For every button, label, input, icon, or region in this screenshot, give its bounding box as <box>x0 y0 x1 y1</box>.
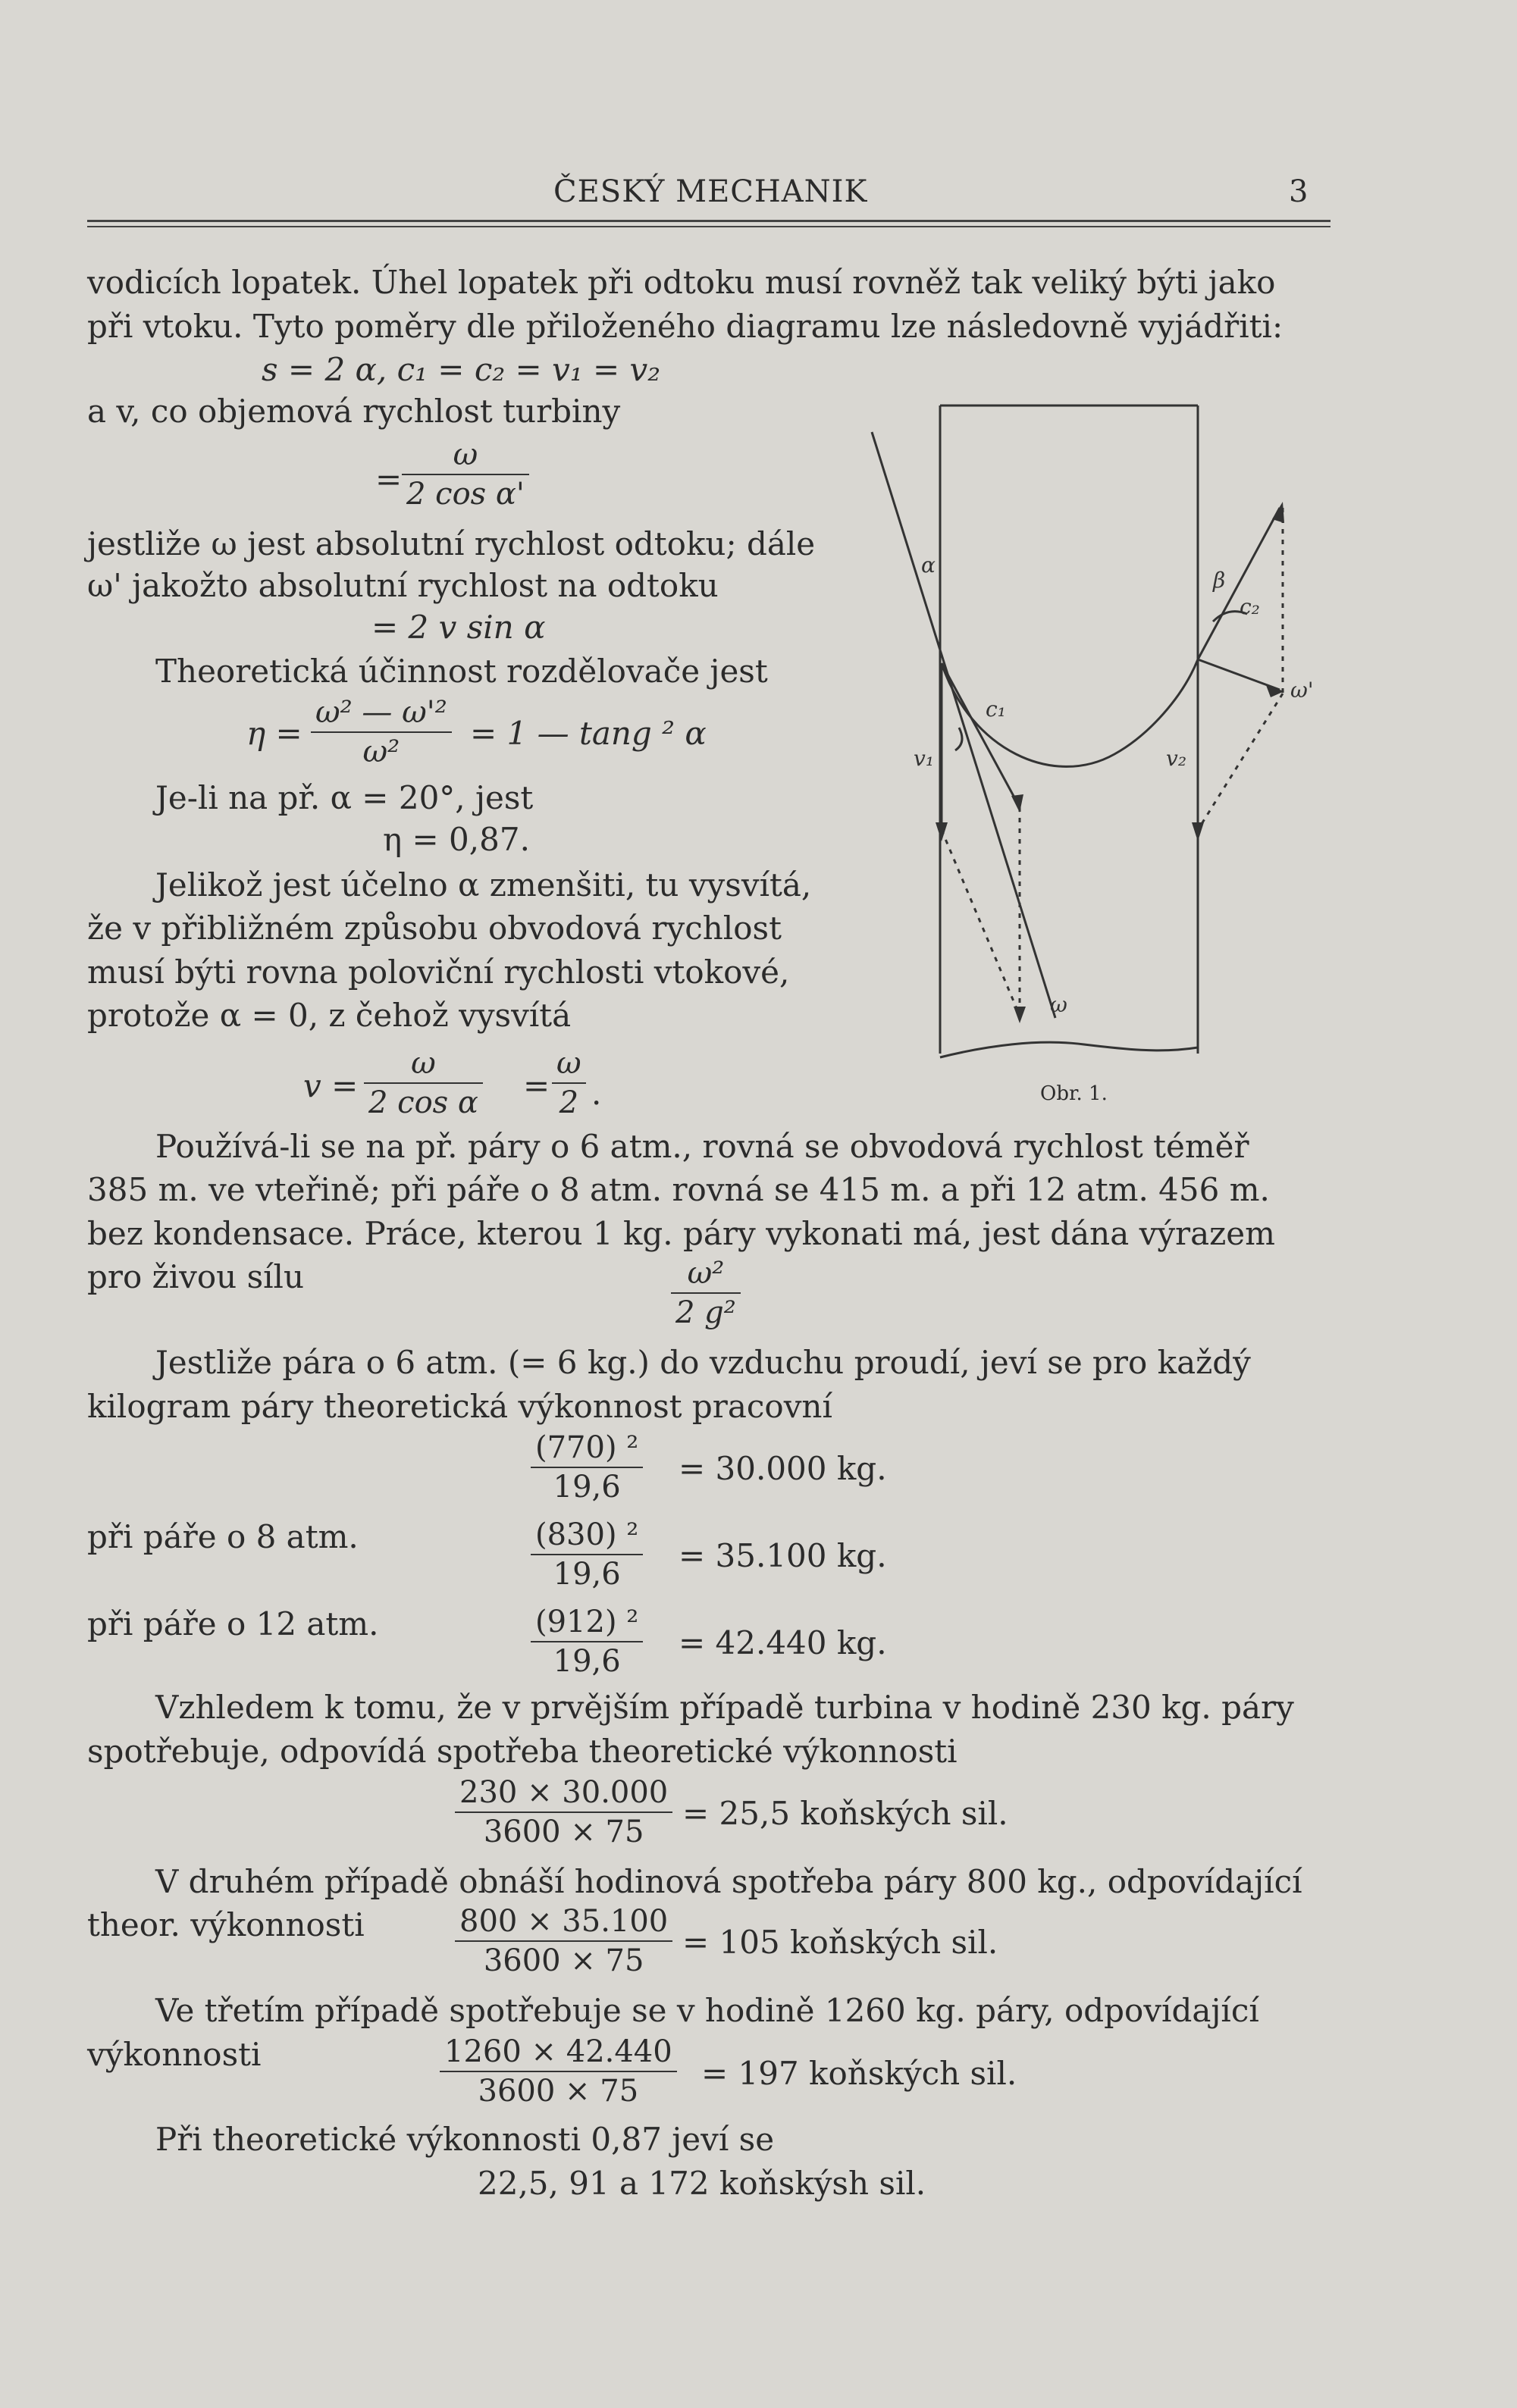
fraction-numerator: ω² — ω'² <box>315 695 447 730</box>
arrowhead-v2 <box>1192 822 1204 841</box>
text-line: Používá-li se na př. páry o 6 atm., rovná se obvodová rychlost téměř <box>155 1128 1249 1165</box>
running-header-title: ČESKÝ MECHANIK <box>553 174 868 209</box>
fraction-denominator: ω² <box>311 731 452 771</box>
text-line: Jelikož jest účelno α zmenšiti, tu vysvítá, <box>155 866 812 903</box>
figure-label-alpha: α <box>921 553 936 578</box>
text-line: Ve třetím případě spotřebuje se v hodině 1260 kg. páry, odpovídající <box>155 1992 1259 2029</box>
figure-label-omega-prime: ω' <box>1290 678 1314 703</box>
formula-fraction-w <box>402 436 529 513</box>
fraction-numerator: 1260 × 42.440 <box>444 2034 672 2069</box>
formula-prefix: v = <box>303 1067 359 1104</box>
text-line: při páře o 8 atm. <box>87 1518 359 1555</box>
figure-caption: Obr. 1. <box>1040 1082 1108 1105</box>
fraction-denominator: 19,6 <box>531 1554 643 1593</box>
fraction-numerator: ω² <box>687 1256 725 1291</box>
alpha-arc <box>955 728 962 750</box>
figure-label-omega: ω <box>1050 992 1067 1017</box>
formula-prefix: η = <box>246 715 302 752</box>
formula-equals: = <box>523 1067 550 1104</box>
fraction-denominator: 19,6 <box>531 1467 643 1506</box>
formula-fraction-912 <box>531 1603 643 1680</box>
fraction-numerator: (912) ² <box>535 1605 639 1639</box>
text-line: jestliže ω jest absolutní rychlost odtoku; dále <box>87 525 816 562</box>
fraction-denominator: 2 cos α' <box>402 474 529 513</box>
text-line: 385 m. ve vteřině; při páře o 8 atm. rovná se 415 m. a při 12 atm. 456 m. <box>87 1171 1270 1208</box>
formula-fraction-800 <box>455 1902 672 1980</box>
text-line: a v, co objemová rychlost turbiny <box>87 393 621 430</box>
formula-rhs: = 42.440 kg. <box>679 1624 887 1661</box>
figure-label-c1: c₁ <box>986 697 1006 722</box>
header-rule-bottom <box>87 226 1331 227</box>
text-line: že v přibližném způsobu obvodová rychlost <box>87 910 782 947</box>
fraction-denominator: 2 <box>552 1082 586 1122</box>
formula-fraction-1260 <box>440 2033 677 2110</box>
formula-fraction-230 <box>455 1774 672 1851</box>
formula-fraction-v1 <box>364 1044 483 1122</box>
text-line: pro živou sílu <box>87 1258 305 1295</box>
text-line: V druhém případě obnáší hodinová spotřeba páry 800 kg., odpovídající <box>155 1863 1302 1900</box>
fraction-denominator: 2 g² <box>671 1292 741 1332</box>
vector-c2-horizontal <box>1198 659 1280 690</box>
formula-rhs: = 25,5 koňských sil. <box>682 1795 1008 1832</box>
formula-rhs: = 105 koňských sil. <box>682 1924 998 1961</box>
dashed-diagonal-w-prime <box>1198 694 1283 830</box>
equation-line: s = 2 α, c₁ = c₂ = v₁ = v₂ <box>262 351 661 388</box>
formula-end: . <box>591 1075 602 1112</box>
arrowhead-v1 <box>936 822 948 841</box>
text-line: při páře o 12 atm. <box>87 1605 379 1642</box>
velocity-diagram-figure <box>857 394 1349 1076</box>
text-line: musí býti rovna poloviční rychlosti vtokové, <box>87 953 790 991</box>
fraction-numerator: (830) ² <box>535 1517 639 1552</box>
inflow-line <box>872 432 1055 1018</box>
fraction-numerator: 230 × 30.000 <box>459 1775 669 1810</box>
formula-rhs: = 197 koňských sil. <box>701 2055 1017 2092</box>
text-line: při vtoku. Tyto poměry dle přiloženého diagramu lze následovně vyjádřiti: <box>87 308 1283 345</box>
text-line: výkonnosti <box>87 2036 262 2073</box>
formula-fraction-830 <box>531 1516 643 1593</box>
formula-rhs: = 1 — tang ² α <box>470 715 707 752</box>
formula-fraction-770 <box>531 1429 643 1506</box>
text-line: Theoretická účinnost rozdělovače jest <box>155 653 768 690</box>
text-line: Vzhledem k tomu, že v prvějším případě turbina v hodině 230 kg. páry <box>155 1689 1294 1726</box>
formula-rhs: = 35.100 kg. <box>679 1537 887 1574</box>
fraction-denominator: 3600 × 75 <box>455 1940 672 1980</box>
formula-fraction-eta <box>311 694 452 771</box>
dashed-diagonal-w <box>942 830 1020 1016</box>
fraction-numerator: ω <box>556 1046 581 1081</box>
text-line: Při theoretické výkonnosti 0,87 jeví se <box>155 2121 775 2158</box>
arrowhead-c1 <box>1011 794 1023 813</box>
text-line: spotřebuje, odpovídá spotřeba theoretické výkonnosti <box>87 1733 958 1770</box>
fraction-numerator: (770) ² <box>535 1430 639 1465</box>
page-number: 3 <box>1289 174 1309 209</box>
figure-label-c2: c₂ <box>1240 594 1260 619</box>
equation-line: η = 0,87. <box>383 821 530 858</box>
text-line: ω' jakožto absolutní rychlost na odtoku <box>87 567 719 604</box>
figure-label-v1: v₁ <box>914 746 935 771</box>
text-line: theor. výkonnosti <box>87 1906 365 1943</box>
fraction-denominator: 3600 × 75 <box>440 2071 677 2110</box>
text-line: protože α = 0, z čehož vysvítá <box>87 997 572 1034</box>
arrowhead-w <box>1014 1007 1026 1023</box>
text-line: 22,5, 91 a 172 koňskýsh sil. <box>478 2165 926 2202</box>
header-rule-top <box>87 220 1331 222</box>
formula-fraction-live-force <box>671 1254 741 1332</box>
formula-fraction-v2 <box>552 1044 586 1122</box>
figure-label-v2: v₂ <box>1166 746 1187 771</box>
fraction-numerator: ω <box>411 1046 436 1081</box>
vector-c1 <box>942 663 1020 807</box>
equation-line: = 2 v sin α <box>371 609 546 646</box>
fraction-denominator: 2 cos α <box>364 1082 483 1122</box>
formula-prefix: = <box>375 461 403 498</box>
blade-curve <box>942 659 1198 766</box>
fraction-numerator: ω <box>453 437 478 472</box>
fraction-denominator: 19,6 <box>531 1641 643 1680</box>
figure-label-beta: β <box>1213 568 1226 593</box>
fraction-numerator: 800 × 35.100 <box>459 1904 669 1939</box>
text-line: kilogram páry theoretická výkonnost pracovní <box>87 1388 832 1425</box>
fraction-denominator: 3600 × 75 <box>455 1811 672 1851</box>
text-line: Je-li na př. α = 20°, jest <box>155 779 534 816</box>
text-line: Jestliže pára o 6 atm. (= 6 kg.) do vzduchu proudí, jeví se pro každý <box>155 1344 1251 1381</box>
figure-frame-bottom-wave <box>940 1042 1198 1057</box>
vector-c2 <box>1198 508 1280 659</box>
formula-rhs: = 30.000 kg. <box>679 1450 887 1487</box>
text-line: vodicích lopatek. Úhel lopatek při odtoku musí rovněž tak veliký býti jako <box>87 264 1276 301</box>
text-line: bez kondensace. Práce, kterou 1 kg. páry vykonati má, jest dána výrazem <box>87 1215 1275 1252</box>
